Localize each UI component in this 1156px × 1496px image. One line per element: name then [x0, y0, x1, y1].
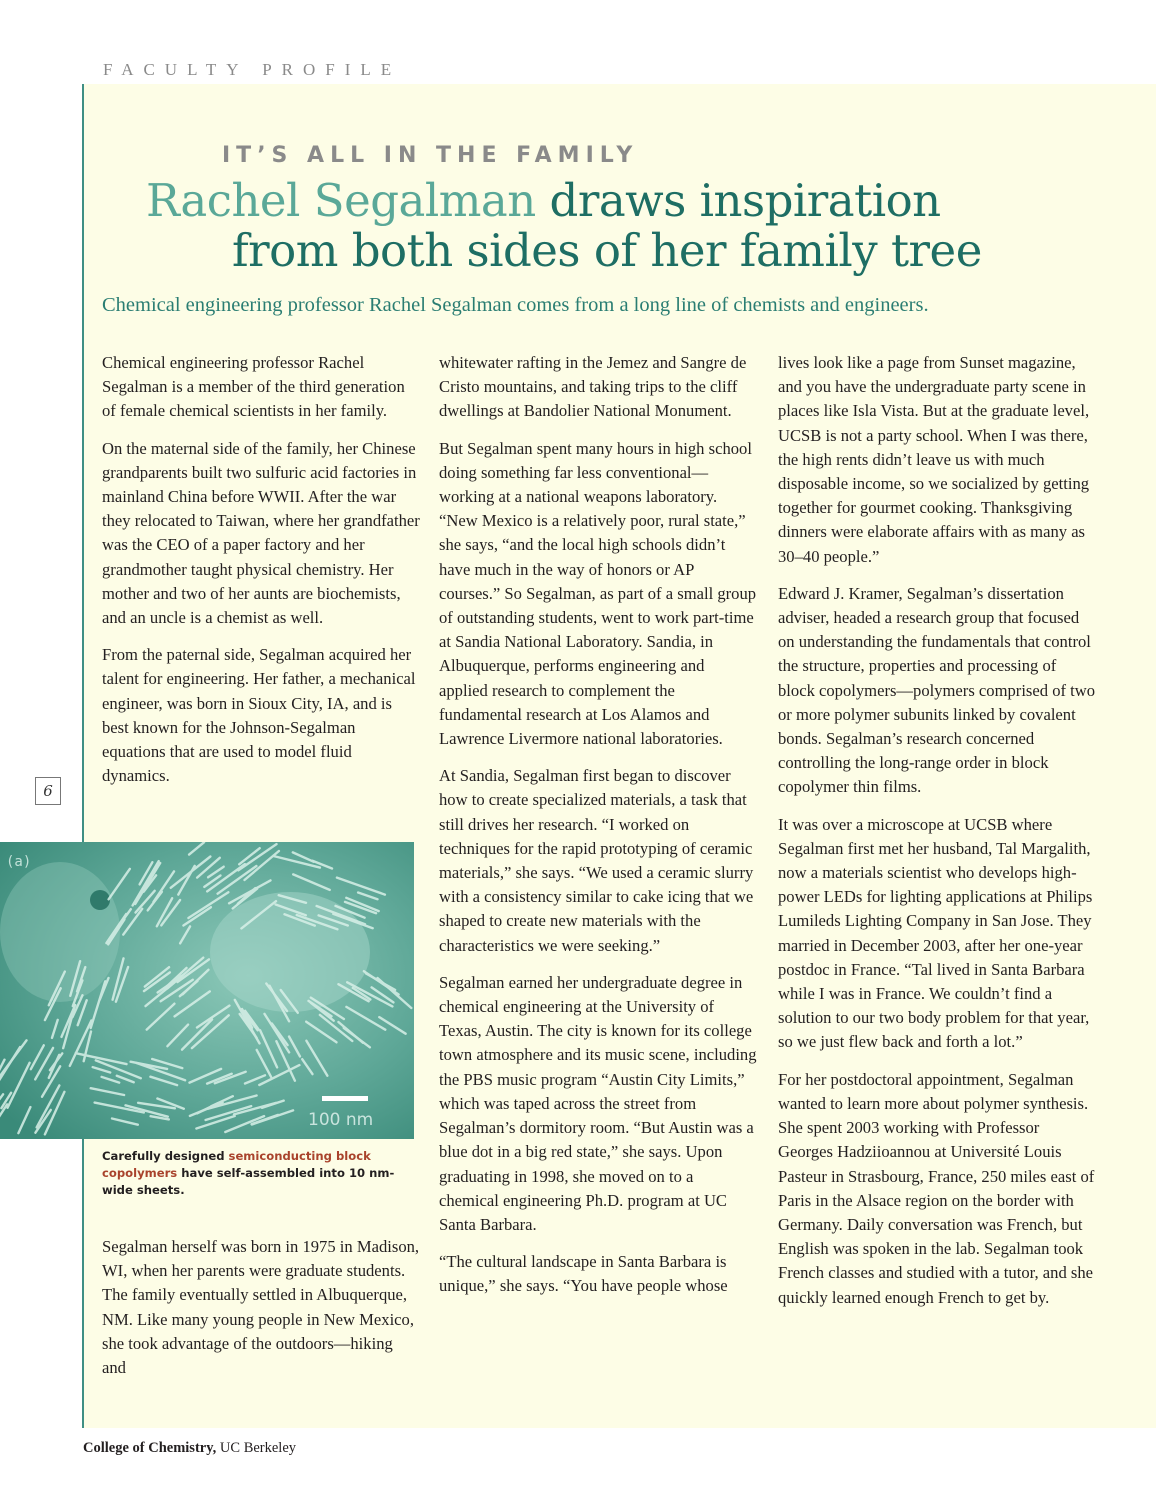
caption-start: Carefully designed [102, 1149, 229, 1163]
headline-name: Rachel Segalman [146, 174, 536, 227]
paragraph: “The cultural landscape in Santa Barbara is unique,” she says. “You have people whose [439, 1252, 728, 1296]
paragraph: whitewater rafting in the Jemez and Sangre de Cristo mountains, and taking trips to the cliff dwellings at Bandolier National Monument. [439, 353, 747, 421]
page-number: 6 [35, 777, 61, 805]
paragraph: Segalman earned her undergraduate degree in chemical engineering at the University of Texas, Austin. The city is known for its college town atmosphere and its music scene, including the PBS music program “Austin City Limits,” which was taped across the street from Segalman’s dormitory room. “But Austin was a blue dot in a big red state,” she says. Upon graduating in 1998, she moved on to a chemical engineering Ph.D. program at UC Santa Barbara. [439, 972, 757, 1234]
column-1-bottom [102, 1235, 420, 1393]
headline [146, 176, 1046, 276]
kicker: IT’S ALL IN THE FAMILY [222, 143, 639, 168]
scale-label: 100 nm [308, 1110, 374, 1130]
footer [83, 1440, 296, 1457]
paragraph: Segalman herself was born in 1975 in Madison, WI, when her parents were graduate students. The family eventually settled in Albuquerque, NM. Like many young people in New Mexico, she took advantage of the outdoors—hiking and [102, 1237, 420, 1378]
footer-university: UC Berkeley [216, 1440, 297, 1456]
headline-line2: from both sides of her family tree [232, 224, 982, 277]
column-2 [439, 351, 757, 1312]
headline-line1: draws inspiration [535, 174, 941, 227]
caption-end: have self-assembled into 10 nm-wide sheets. [102, 1166, 395, 1197]
panel-label: (a) [6, 854, 32, 870]
paragraph: On the maternal side of the family, her Chinese grandparents built two sulfuric acid factories in mainland China before WWII. After the war they relocated to Taiwan, where her grandfather was the CEO of a paper factory and her grandmother taught physical chemistry. Her mother and two of her aunts are biochemists, and an uncle is a chemist as well. [102, 438, 420, 628]
figure-caption [102, 1148, 414, 1199]
dek: Chemical engineering professor Rachel Segalman comes from a long line of chemists and engineers. [102, 294, 929, 316]
paragraph: It was over a microscope at UCSB where Segalman first met her husband, Tal Margalith, now a materials scientist who develops high-power LEDs for lighting applications at Philips Lumileds Lighting Company in San Jose. They married in December 2003, after her one-year postdoc in France. “Tal lived in Santa Barbara while I was in France. We couldn’t find a solution to our two body problem for that year, so we just flew back and forth a lot.” [778, 814, 1093, 1052]
footer-institution: College of Chemistry, [83, 1440, 217, 1456]
paragraph: At Sandia, Segalman first began to discover how to create specialized materials, a task that still drives her research. “I worked on techniques for the rapid prototyping of ceramic materials,” she says. “We used a ceramic slurry with a consistency similar to cake icing that we shaped to create new materials with the characteristics we were seeking.” [439, 766, 754, 955]
column-3 [778, 351, 1096, 1323]
paragraph: Edward J. Kramer, Segalman’s dissertation adviser, headed a research group that focused on understanding the fundamentals that control the structure, properties and processing of block copolymers—polymers comprised of two or more polymer subunits linked by covalent bonds. Segalman’s research concerned controlling the long-range order in block copolymer thin films. [778, 583, 1096, 797]
paragraph: lives look like a page from Sunset magazine, and you have the undergraduate party scene in places like Isla Vista. But at the graduate level, UCSB is not a party school. When I was there, the high rents didn’t leave us with much disposable income, so we socialized by getting together for gourmet cooking. Thanksgiving dinners were elaborate affairs with as many as 30–40 people.” [778, 353, 1090, 566]
caption-highlight: semiconducting block copolymers [102, 1149, 371, 1180]
vertical-rule [82, 84, 84, 1428]
paragraph: But Segalman spent many hours in high school doing something far less conventional—working at a national weapons laboratory. “New Mexico is a relatively poor, rural state,” she says, “and the local high schools didn’t have much in the way of honors or AP courses.” So Segalman, as part of a small group of outstanding students, went to work part-time at Sandia National Laboratory. Sandia, in Albuquerque, performs engineering and applied research to complement the fundamental research at Los Alamos and Lawrence Livermore national laboratories. [439, 438, 757, 749]
section-label: FACULTY PROFILE [103, 60, 402, 79]
paragraph: For her postdoctoral appointment, Segalman wanted to learn more about polymer synthesis. She spent 2003 working with Professor Georges Hadziioannou at Université Louis Pasteur in Strasbourg, France, 250 miles east of Paris in the Alsace region on the border with Germany. Daily conversation was French, but English was spoken in the lab. Segalman took French classes and studied with a tutor, and she quickly learned enough French to get by. [778, 1069, 1095, 1307]
column-1-top [102, 351, 420, 801]
paragraph: Chemical engineering professor Rachel Segalman is a member of the third generation of female chemical scientists in her family. [102, 353, 405, 421]
paragraph: From the paternal side, Segalman acquired her talent for engineering. Her father, a mechanical engineer, was born in Sioux City, IA, and is best known for the Johnson-Segalman equations that are used to model fluid dynamics. [102, 645, 416, 786]
micrograph-image [0, 842, 414, 1139]
scale-bar [322, 1096, 368, 1101]
